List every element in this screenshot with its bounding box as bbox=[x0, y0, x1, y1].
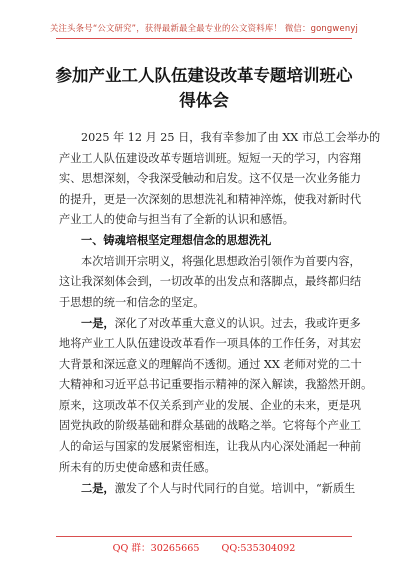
paragraph-line bbox=[59, 478, 356, 499]
paragraph-line: 2025 年 12 月 25 日，我有幸参加了由 XX 市总工会举办的 bbox=[81, 131, 381, 144]
title-line-1: 参加产业工人队伍建设改革专题培训班心 bbox=[55, 66, 353, 85]
paragraph-line: 实、思想深刻，令我深受触动和启发。这不仅是一次业务能力 bbox=[59, 172, 362, 186]
section-heading: 一、铸魂培根坚定理想信念的思想洗礼 bbox=[81, 233, 272, 247]
paragraph-line: 的提升，更是一次深刻的思想洗礼和精神淬炼，使我对新时代 bbox=[59, 192, 362, 206]
point-lead: 二是， bbox=[81, 481, 115, 496]
document-title bbox=[48, 63, 360, 113]
qq-number: QQ:535304092 bbox=[221, 543, 296, 554]
qq-group-number: QQ 群：30265665 bbox=[112, 543, 200, 554]
paragraph-line: 这让我深刻体会到，一切改革的出发点和落脚点，最终都归结 bbox=[59, 275, 362, 289]
point-lead: 一是， bbox=[81, 316, 115, 331]
header-banner: 关注头条号“公文研究”，获得最新最全最专业的公文资料库！ 微信：gongwenyj bbox=[49, 23, 359, 33]
paragraph-line: 于思想的统一和信念的坚定。 bbox=[59, 295, 205, 309]
paragraph-line bbox=[59, 313, 361, 334]
footer-divider bbox=[56, 536, 352, 537]
paragraph-line: 本次培训开宗明义，将强化思想政治引领作为首要内容， bbox=[81, 254, 361, 268]
header-divider bbox=[56, 38, 352, 39]
paragraph-line: 大背景和深远意义的理解尚不透彻。通过 XX 老师对党的二十 bbox=[59, 357, 362, 371]
document-body bbox=[59, 128, 381, 499]
paragraph-line: 产业工人队伍建设改革专题培训班。短短一天的学习，内容翔 bbox=[59, 151, 362, 165]
point-text: 激发了个人与时代同行的自觉。培训中，“新质生 bbox=[114, 482, 356, 496]
paragraph-line: 产业工人的使命与担当有了全新的认识和感悟。 bbox=[59, 213, 294, 227]
paragraph-line: 大精神和习近平总书记重要指示精神的深入解读，我豁然开朗。 bbox=[59, 378, 373, 392]
paragraph-line: 人的命运与国家的发展紧密相连，让我从内心深处涌起一种前 bbox=[59, 439, 362, 453]
footer-contact bbox=[0, 540, 408, 554]
paragraph-line: 地将产业工人队伍建设改革看作一项具体的工作任务，对其宏 bbox=[59, 336, 362, 350]
point-text: 深化了对改革重大意义的认识。过去，我或许更多 bbox=[114, 317, 361, 331]
paragraph-line: 固党执政的阶级基础和群众基础的战略之举。它将每个产业工 bbox=[59, 419, 362, 433]
paragraph-line: 原来，这项改革不仅关系到产业的发展、企业的未来，更是巩 bbox=[59, 398, 362, 412]
title-line-2: 得体会 bbox=[179, 91, 229, 110]
paragraph-line: 所未有的历史使命感和责任感。 bbox=[59, 460, 216, 474]
